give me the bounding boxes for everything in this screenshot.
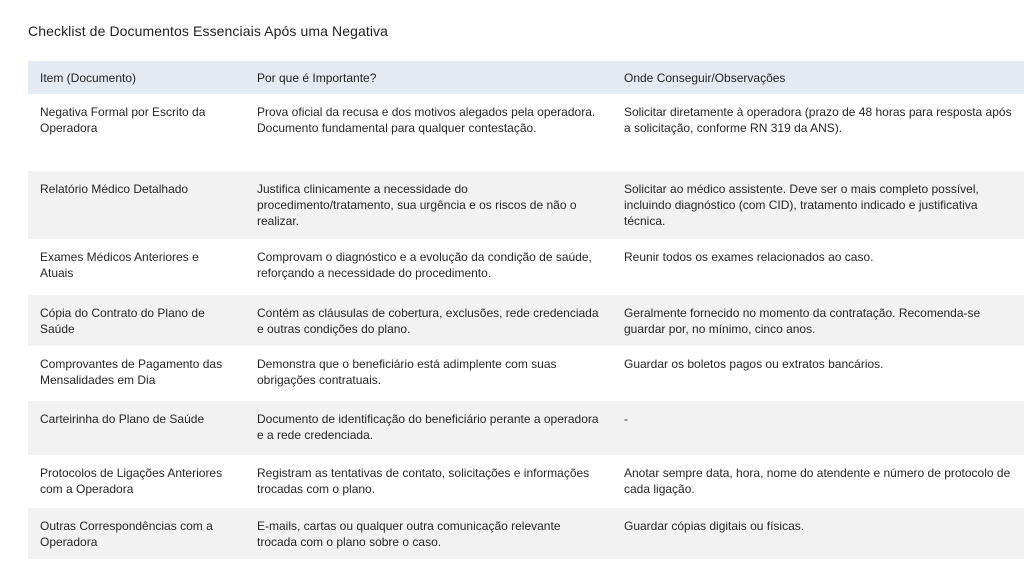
cell-where: - xyxy=(624,412,628,426)
cell-why: Justifica clinicamente a necessidade do procedimento/tratamento, sua urgência e os riscos de não o realizar. xyxy=(257,182,577,228)
table-row xyxy=(28,346,1024,401)
cell-why: Comprovam o diagnóstico e a evolução da condição de saúde, reforçando a necessidade do procedimento. xyxy=(257,250,592,280)
cell-where: Reunir todos os exames relacionados ao caso. xyxy=(624,250,874,264)
table-row xyxy=(28,508,1024,559)
cell-item: Protocolos de Ligações Anteriores com a Operadora xyxy=(40,466,223,496)
header-item: Item (Documento) xyxy=(40,70,137,85)
checklist-table-container xyxy=(28,61,1024,559)
header-where: Onde Conseguir/Observações xyxy=(624,70,786,85)
page-title: Checklist de Documentos Essenciais Após uma Negativa xyxy=(28,23,389,39)
cell-item: Negativa Formal por Escrito da Operadora xyxy=(40,105,206,135)
cell-why: E-mails, cartas ou qualquer outra comunicação relevante trocada com o plano sobre o caso. xyxy=(257,519,561,549)
table-row xyxy=(28,239,1024,295)
cell-item: Exames Médicos Anteriores e Atuais xyxy=(40,250,199,280)
table-header-row xyxy=(28,61,1024,94)
cell-item: Comprovantes de Pagamento das Mensalidades em Dia xyxy=(40,357,223,387)
cell-where: Guardar cópias digitais ou físicas. xyxy=(624,519,805,533)
cell-why: Prova oficial da recusa e dos motivos alegados pela operadora. Documento fundamental para qualquer contestação. xyxy=(257,105,596,135)
cell-item: Relatório Médico Detalhado xyxy=(40,182,189,196)
cell-where: Anotar sempre data, hora, nome do atendente e número de protocolo de cada ligação. xyxy=(624,466,1011,496)
cell-item: Outras Correspondências com a Operadora xyxy=(40,519,213,549)
cell-item: Carteirinha do Plano de Saúde xyxy=(40,412,205,426)
cell-where: Geralmente fornecido no momento da contratação. Recomenda-se guardar por, no mínimo, cinco anos. xyxy=(624,306,981,336)
cell-why: Registram as tentativas de contato, solicitações e informações trocadas com o plano. xyxy=(257,466,590,496)
header-why: Por que é Importante? xyxy=(257,70,377,85)
table-row xyxy=(28,295,1024,346)
table-row xyxy=(28,94,1024,171)
checklist-table xyxy=(28,61,1024,559)
table-row xyxy=(28,401,1024,455)
cell-where: Solicitar diretamente à operadora (prazo de 48 horas para resposta após a solicitação, conforme RN 319 da ANS). xyxy=(624,105,1012,135)
cell-why: Contém as cláusulas de cobertura, exclusões, rede credenciada e outras condições do plano. xyxy=(257,306,599,336)
cell-where: Solicitar ao médico assistente. Deve ser o mais completo possível, incluindo diagnóstico (com CID), tratamento indicado e justificativa técnica. xyxy=(624,182,979,228)
table-row xyxy=(28,455,1024,508)
cell-where: Guardar os boletos pagos ou extratos bancários. xyxy=(624,357,884,371)
cell-why: Demonstra que o beneficiário está adimplente com suas obrigações contratuais. xyxy=(257,357,557,387)
table-row xyxy=(28,171,1024,239)
cell-item: Cópia do Contrato do Plano de Saúde xyxy=(40,306,205,336)
cell-why: Documento de identificação do beneficiário perante a operadora e a rede credenciada. xyxy=(257,412,599,442)
